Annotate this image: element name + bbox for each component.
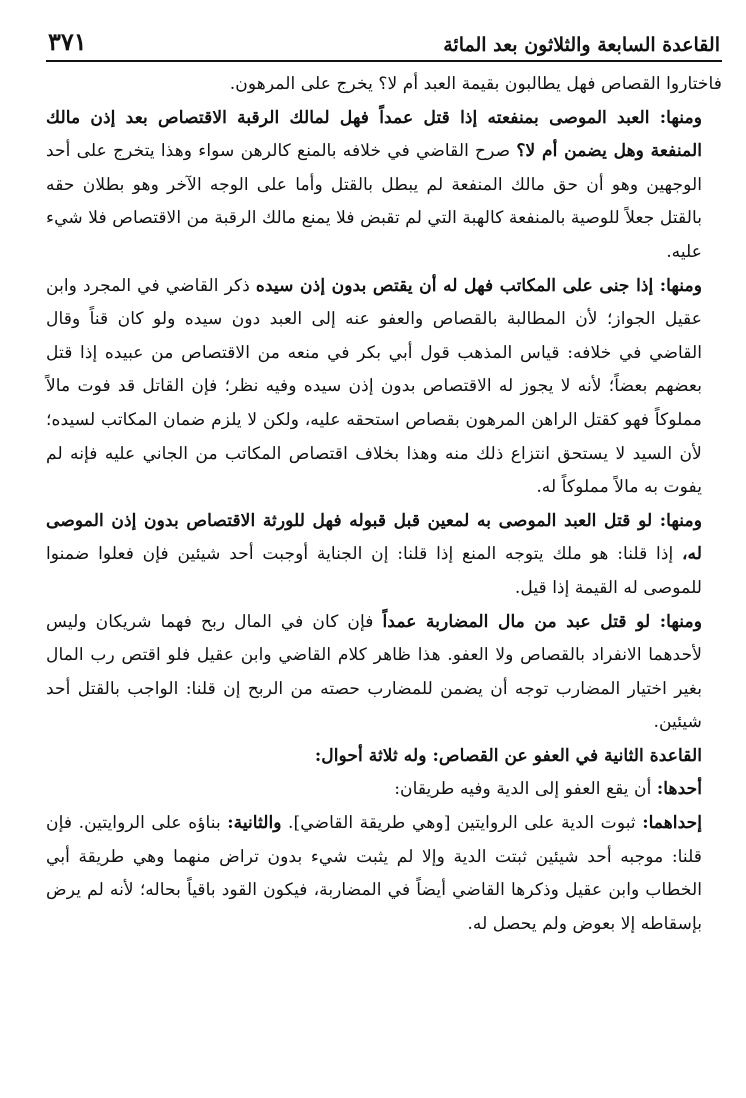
section-ways: إحداهما: ثبوت الدية على الروايتين [وهي طريقة القاضي]. والثانية: بناؤه على الروايتين. فإن قلنا: موجبه أحد شيئين ثبتت الدية وإلا لم يثبت شيء بدون تراض منهما وهي طريقة أبي الخطاب وابن عقيل وذكرها القاضي أيضاً في المضاربة، فيكون القود باقياً بحاله؛ لأنه لم يرض بإسقاطه إلا بعوض ولم يحصل له. (46, 813, 702, 934)
page-number: ٣٧١ (48, 27, 87, 56)
running-title: القاعدة السابعة والثلاثون بعد المائة (443, 34, 720, 56)
section-heading: القاعدة الثانية في العفو عن القصاص: وله ثلاثة أحوال: (314, 745, 702, 766)
section-first-case: أحدها: أن يقع العفو إلى الدية وفيه طريقان: (394, 779, 702, 800)
page-header (46, 28, 722, 62)
book-page (46, 28, 722, 1068)
paragraph-mudaraba: ومنها: لو قتل عبد من مال المضاربة عمداً فإن كان في المال ربح فهما شريكان وليس لأحدهما الانفراد بالقصاص ولا العفو. هذا ظاهر كلام القاضي وابن عقيل فلو اقتص رب المال بغير اختيار المضارب توجه أن يضمن للمضارب حصته من الربح إن قلنا: الواجب بالقتل أحد شيئين. (46, 611, 703, 733)
paragraph-mukatab: ومنها: إذا جنى على المكاتب فهل له أن يقتص بدون إذن سيده ذكر القاضي في المجرد وابن عقيل الجواز؛ لأن المطالبة بالقصاص والعفو عنه إلى العبد دون سيده ولو كان قناً وقال القاضي في خلافه: قياس المذهب قول أبي بكر في منعه من الاقتصاص من عبيده إذا قتل بعضهم بعضاً؛ لأنه لا يجوز له الاقتصاص بدون إذن سيده وفيه نظر؛ فإن القاتل قد فوت مالاً مملوكاً فهو كقتل الراهن المرهون بقصاص استحقه عليه، ولكن لا يلزم ضمان المكاتب لسيده؛ لأن السيد لا يستحق انتزاع ذلك منه وهذا بخلاف اقتصاص المكاتب من الجاني عليه فإنه لم يفوت به مالاً مملوكاً له. (46, 275, 702, 498)
page-body (46, 68, 722, 941)
paragraph-bequeathed-slave: ومنها: العبد الموصى بمنفعته إذا قتل عمداً فهل لمالك الرقبة الاقتصاص بعد إذن مالك المنفعة وهل يضمن أم لا؟ صرح القاضي في خلافه بالمنع كالرهن سواء وهذا يتخرج على أحد الوجهين وهو أن حق مالك المنفعة لم يبطل بالقتل وأما على الوجه الآخر وهو بطلان حقه بالقتل جعلاً للوصية بالمنفعة كالهبة التي لم تقبض فلا يمنع مالك الرقبة من الاقتصاص فلا شيء عليه. (46, 107, 703, 262)
paragraph-heirs: ومنها: لو قتل العبد الموصى به لمعين قبل قبوله فهل للورثة الاقتصاص بدون إذن الموصى له، إذا قلنا: هو ملك يتوجه المنع إذا قلنا: إن الجناية أوجبت أحد شيئين فإن فعلوا ضمنوا للموصى له القيمة إذا قيل. (46, 510, 702, 598)
paragraph-continuation: فاختاروا القصاص فهل يطالبون بقيمة العبد أم لا؟ يخرج على المرهون. (229, 74, 722, 94)
